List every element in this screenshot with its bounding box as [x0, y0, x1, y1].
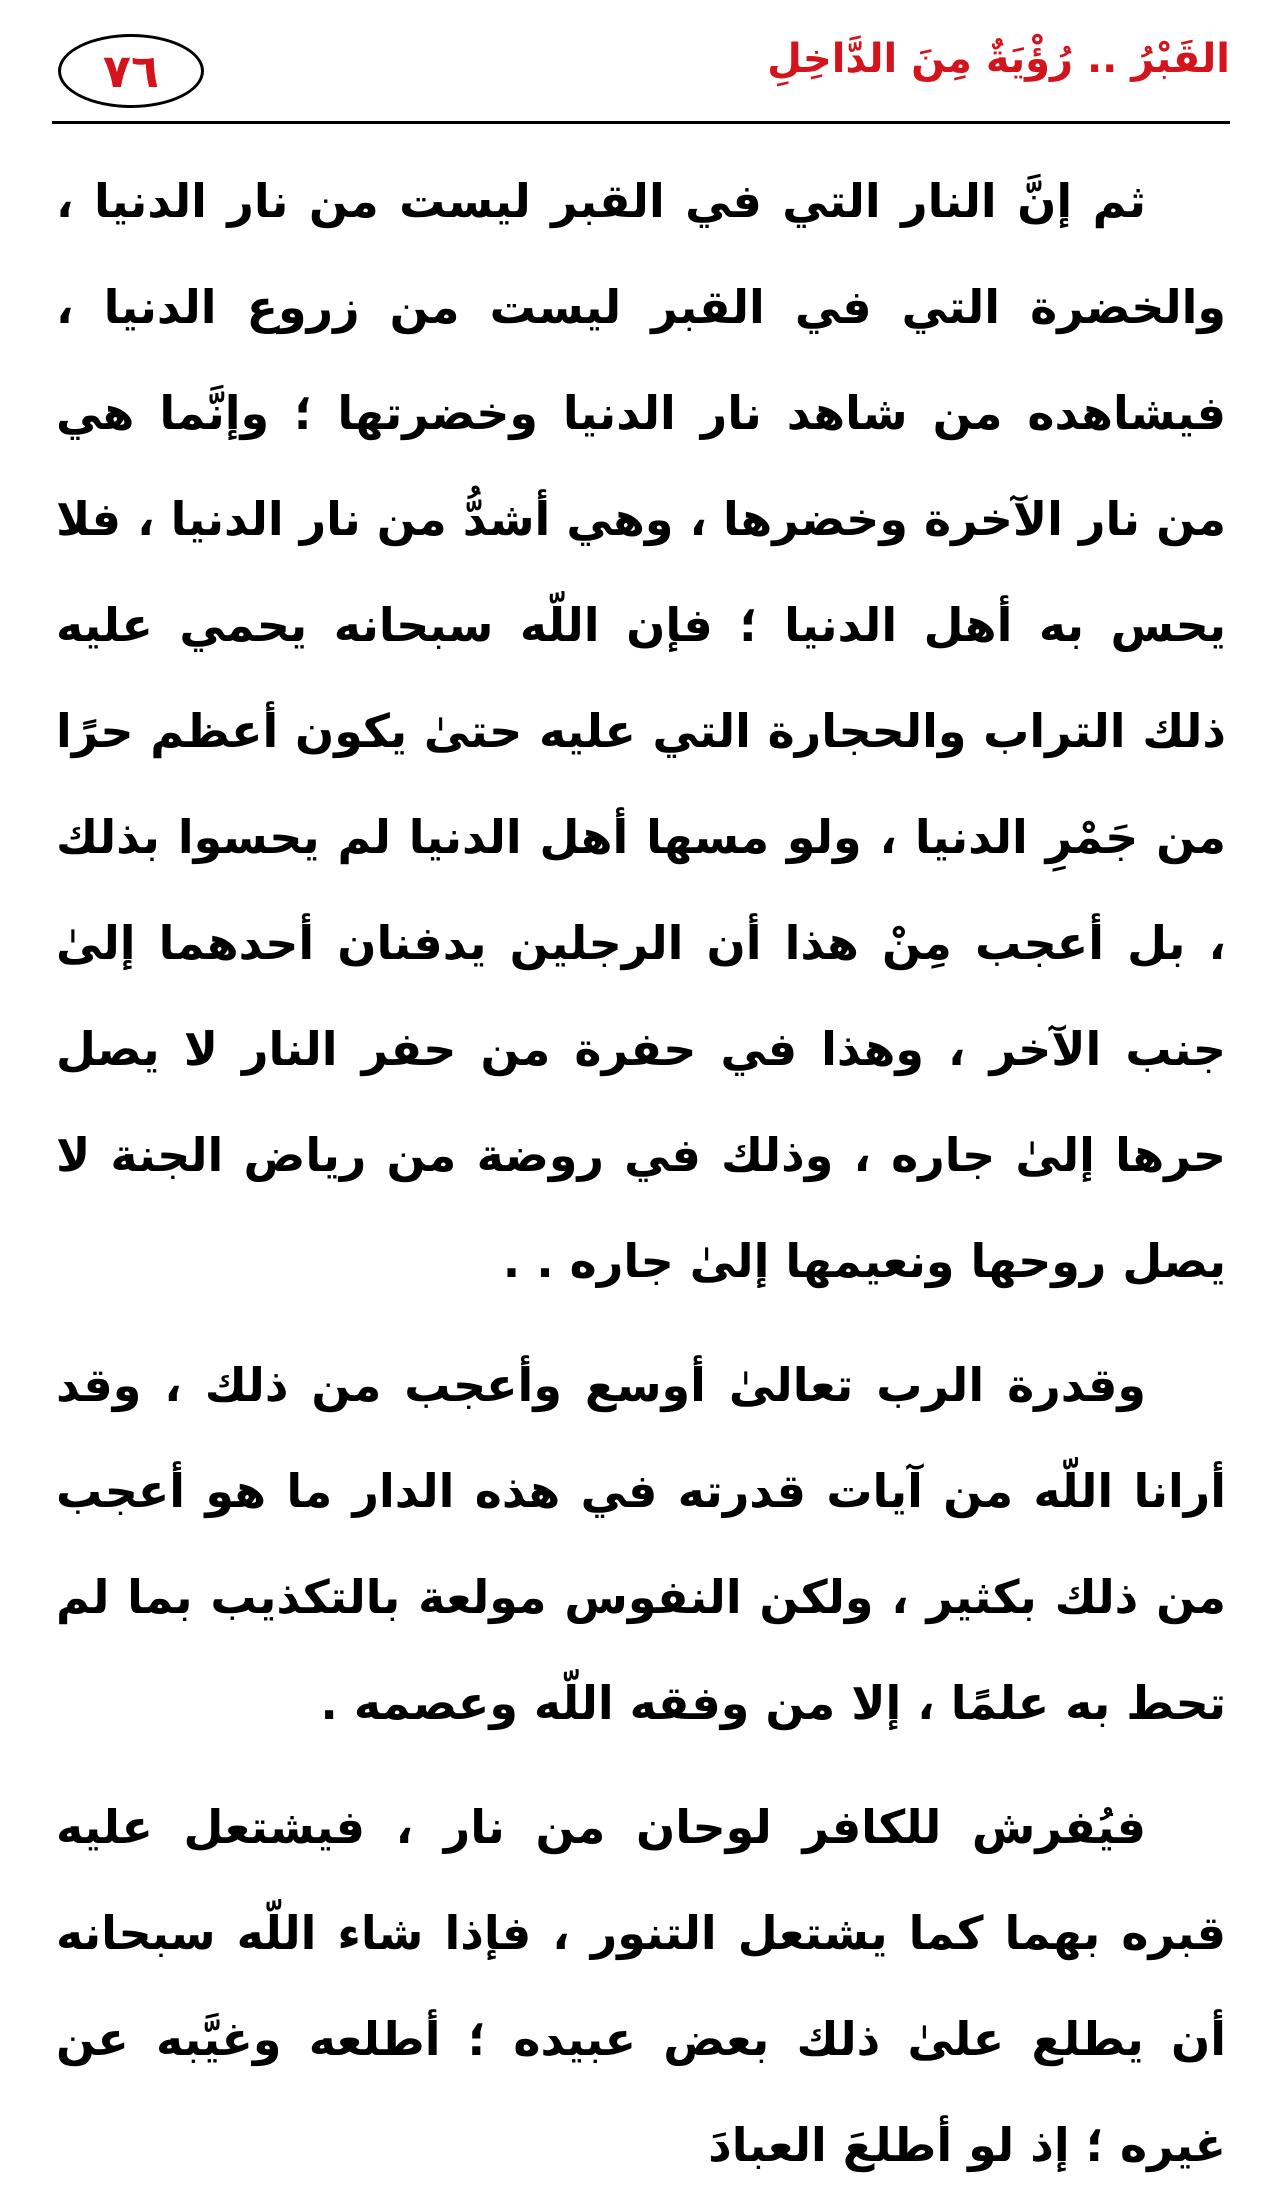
paragraph-2: [56, 1332, 1226, 1756]
page-header: [52, 30, 1230, 122]
page-number: ٧٦: [58, 34, 204, 108]
paragraph-3-text: فيُفرش للكافر لوحان من نار ، فيشتعل عليه قبره بهما كما يشتعل التنور ، فإذا شاء اللّه سبحانه أن يطلع علىٰ ذلك بعض عبيده ؛ أطلعه وغيَّبه عن غيره ؛ إذ لو أطلعَ العبادَ: [56, 1800, 1226, 2172]
paragraph-1-text: ثم إنَّ النار التي في القبر ليست من نار الدنيا ، والخضرة التي في القبر ليست من زروع الدنيا ، فيشاهده من شاهد نار الدنيا وخضرتها ؛ وإنَّما هي من نار الآخرة وخضرها ، وهي أشدُّ من نار الدنيا ، فلا يحس به أهل الدنيا ؛ فإن اللّه سبحانه يحمي عليه ذلك التراب والحجارة التي عليه حتىٰ يكون أعظم حرًا من جَمْرِ الدنيا ، ولو مسها أهل الدنيا لم يحسوا بذلك ، بل أعجب مِنْ هذا أن الرجلين يدفنان أحدهما إلىٰ جنب الآخر ، وهذا في حفرة من حفر النار لا يصل حرها إلىٰ جاره ، وذلك في روضة من رياض الجنة لا يصل روحها ونعيمها إلىٰ جاره . .: [56, 174, 1226, 1288]
running-title: القَبْرُ .. رُؤْيَةٌ مِنَ الدَّاخِلِ: [767, 36, 1230, 82]
body-text: [56, 148, 1226, 2198]
header-divider: [52, 121, 1230, 124]
paragraph-2-text: وقدرة الرب تعالىٰ أوسع وأعجب من ذلك ، وقد أرانا اللّه من آيات قدرته في هذه الدار ما هو أعجب من ذلك بكثير ، ولكن النفوس مولعة بالتكذيب بما لم تحط به علمًا ، إلا من وفقه اللّه وعصمه .: [56, 1358, 1226, 1730]
paragraph-1: [56, 148, 1226, 1314]
paragraph-3: [56, 1774, 1226, 2198]
